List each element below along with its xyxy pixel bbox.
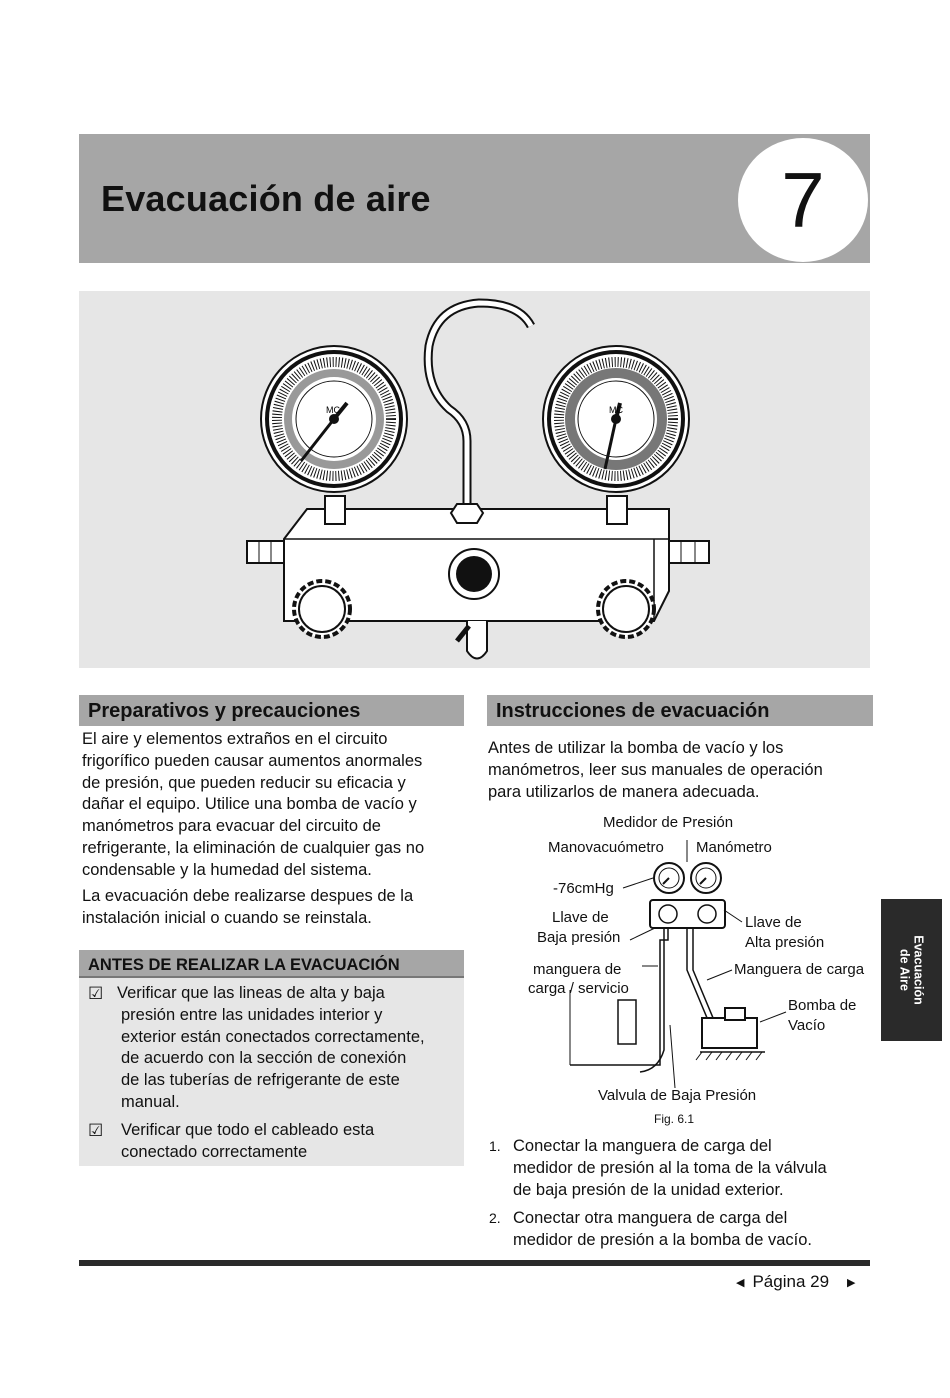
step-number: 2. (489, 1210, 501, 1226)
label-bomba: Vacío (788, 1017, 826, 1034)
label-llave-alta: Llave de (745, 914, 802, 931)
next-page-icon[interactable]: ▶ (847, 1276, 856, 1289)
checkbox-icon: ☑ (88, 1121, 104, 1140)
checklist-item-lines: Verificar que las lineas de alta y baja presión entre las unidades interior y exterior están conectados correctamente, de acuerdo con la sección de conexión de las tuberías de refrigerante de este manual. (117, 984, 425, 1111)
step-number: 1. (489, 1138, 501, 1154)
svg-text:MC: MC (326, 405, 340, 415)
manifold-gauge-illustration (79, 291, 870, 668)
page-number-label: Página 29 (752, 1272, 830, 1291)
checklist-item-wiring: Verificar que todo el cableado esta conectado correctamente (121, 1121, 375, 1161)
checklist-heading: ANTES DE REALIZAR LA EVACUACIÓN (79, 950, 464, 978)
figure-caption: Fig. 6.1 (654, 1112, 695, 1126)
instrucciones-paragraph: Antes de utilizar la bomba de vacío y los manómetros, leer sus manuales de operación para utilizarlos de manera adecuada. (488, 739, 823, 801)
label-llave-alta: Alta presión (745, 934, 825, 951)
chapter-number-badge: 7 (738, 138, 868, 262)
checkbox-icon: ☑ (88, 984, 104, 1003)
footer-rule (79, 1260, 870, 1266)
label-manguera-carga: Manguera de carga (734, 961, 865, 978)
label-manguera-servicio: manguera de (533, 961, 622, 978)
label-medidor: Medidor de Presión (603, 814, 734, 831)
label-bomba: Bomba de (788, 997, 857, 1014)
step-text: Conectar otra manguera de carga del medidor de presión a la bomba de vacío. (513, 1209, 813, 1249)
label-manometro: Manómetro (696, 839, 772, 856)
section-heading-preparativos: Preparativos y precauciones (79, 695, 464, 726)
section-side-tab[interactable] (881, 899, 942, 1041)
step-text: Conectar la manguera de carga del medidor de presión al la toma de la válvula de baja presión de la unidad exterior. (513, 1137, 827, 1199)
page-title: Evacuación de aire (101, 178, 431, 219)
preparativos-paragraph: El aire y elementos extraños en el circuito frigorífico pueden causar aumentos anormales de presión, que pueden reducir su eficacia y dañar el equipo. Utilice una bomba de vacío y manómetros para evacuar del circuito de refrigerante, la eliminación de cualquier gas no condensable y la humedad del sistema. (82, 730, 425, 879)
reinstall-paragraph: La evacuación debe realizarse despues de la instalación inicial o cuando se reinstala. (82, 887, 414, 927)
svg-text:MC: MC (609, 405, 623, 415)
label-llave-baja: Llave de (552, 909, 609, 926)
label-valvula: Valvula de Baja Presión (598, 1087, 757, 1104)
prev-page-icon[interactable]: ◀ (736, 1276, 745, 1289)
side-tab-label: Evacuación de Aire (897, 935, 926, 1005)
label-manguera-servicio: carga / servicio (528, 980, 629, 997)
label-manovacuometro: Manovacuómetro (548, 839, 664, 856)
label-llave-baja: Baja presión (537, 929, 621, 946)
label-reading: -76cmHg (553, 880, 614, 897)
page-navigation (736, 1272, 856, 1292)
hero-illustration-panel (79, 291, 870, 668)
section-heading-instrucciones: Instrucciones de evacuación (487, 695, 873, 726)
